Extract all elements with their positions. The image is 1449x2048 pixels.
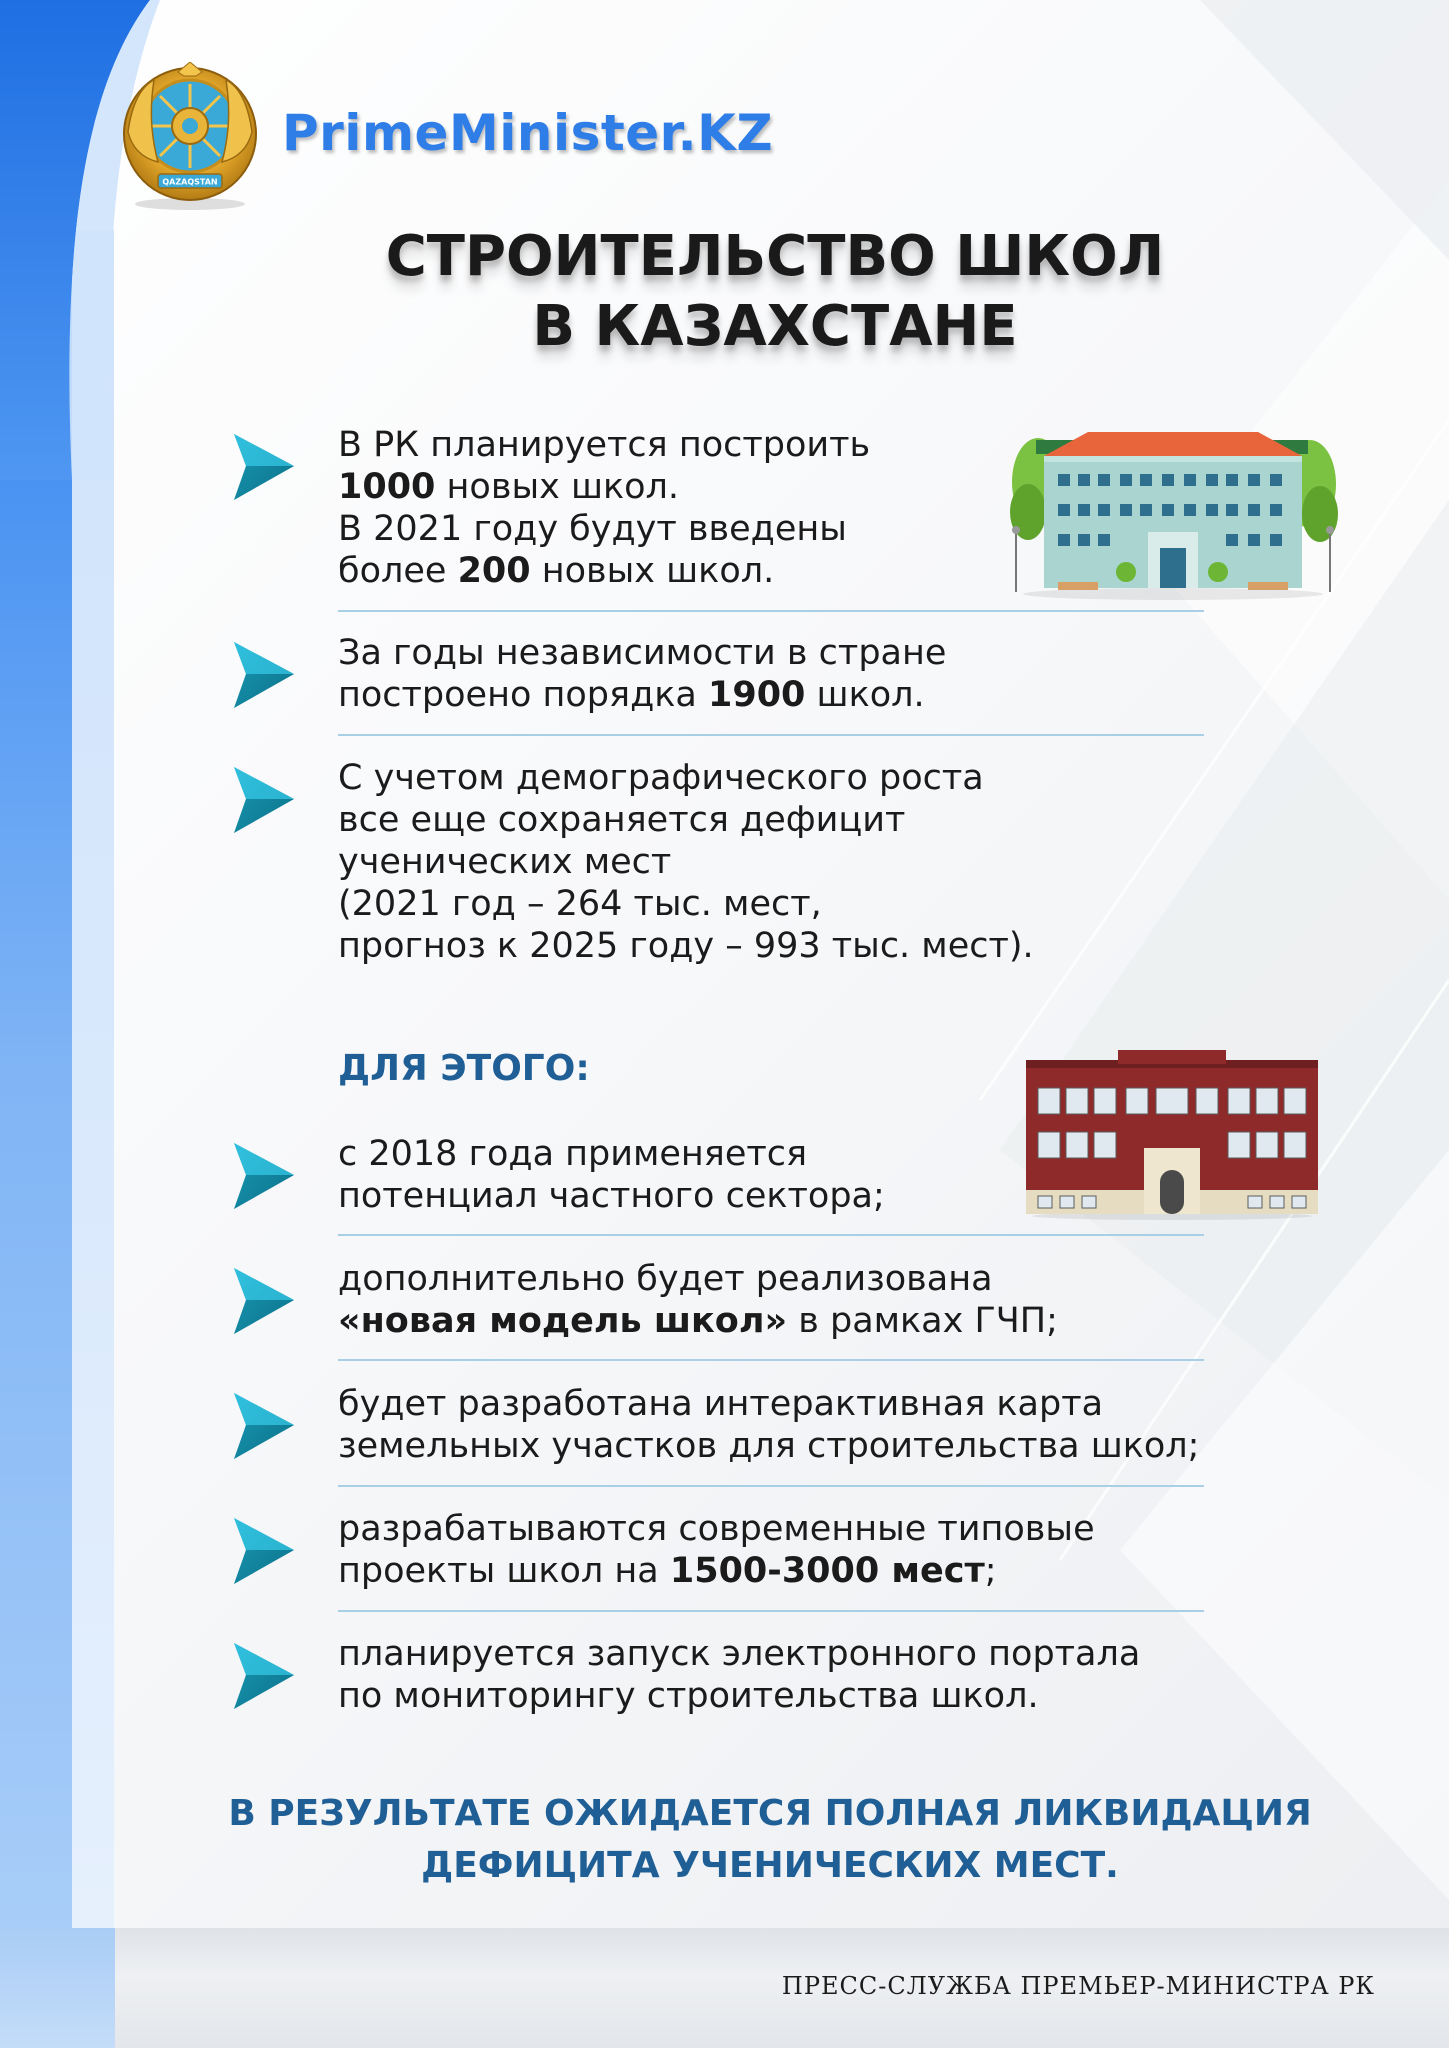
text-line xyxy=(338,841,1034,883)
text-line xyxy=(338,1633,1140,1675)
text-segment: ; xyxy=(984,1551,997,1591)
text-segment: планируется запуск электронного портала xyxy=(338,1634,1141,1674)
conclusion-line1: В РЕЗУЛЬТАТЕ ОЖИДАЕТСЯ ПОЛНАЯ ЛИКВИДАЦИЯ xyxy=(228,1793,1312,1834)
text-segment: в рамках ГЧП; xyxy=(787,1301,1058,1341)
text-segment: новых школ. xyxy=(435,467,680,507)
kazakhstan-emblem-icon xyxy=(120,62,260,212)
footer-left-accent xyxy=(0,1928,115,2048)
text-line xyxy=(338,1425,1199,1467)
teal-arrow-icon xyxy=(232,640,296,710)
conclusion xyxy=(150,1788,1390,1892)
text-line xyxy=(338,508,870,550)
modern-school-building-icon xyxy=(1008,412,1338,602)
text-line xyxy=(338,466,870,508)
teal-arrow-icon xyxy=(232,1641,296,1711)
highlight-text: «новая модель школ» xyxy=(338,1301,788,1341)
text-segment: все еще сохраняется дефицит xyxy=(338,800,906,840)
text-line xyxy=(338,883,1034,925)
site-name: PrimeMinister.KZ xyxy=(282,104,774,162)
highlight-text: 200 xyxy=(457,551,531,591)
text-line xyxy=(338,1508,1095,1550)
teal-arrow-icon xyxy=(232,432,296,502)
text-segment: (2021 год – 264 тыс. мест, xyxy=(338,884,822,924)
highlight-text: 1900 xyxy=(708,675,806,715)
list-item-text xyxy=(338,757,1034,967)
text-segment: За годы независимости в стране xyxy=(338,633,947,673)
list-item-text xyxy=(338,1633,1140,1717)
text-segment: земельных участков для строительства школ; xyxy=(338,1426,1200,1466)
divider xyxy=(338,1485,1204,1487)
teal-arrow-icon xyxy=(232,1391,296,1461)
teal-arrow-icon xyxy=(232,1141,296,1211)
text-segment: С учетом демографического роста xyxy=(338,758,984,798)
brick-school-building-icon xyxy=(1026,1050,1318,1220)
text-line xyxy=(338,424,870,466)
text-segment: ученических мест xyxy=(338,842,672,882)
text-line xyxy=(338,1133,885,1175)
teal-arrow-icon xyxy=(232,1516,296,1586)
text-segment: более xyxy=(338,551,458,591)
divider xyxy=(338,734,1204,736)
text-segment: школ. xyxy=(805,675,925,715)
footer-credit: ПРЕСС-СЛУЖБА ПРЕМЬЕР-МИНИСТРА РК xyxy=(781,1972,1375,2000)
highlight-text: 1500-3000 мест xyxy=(669,1551,985,1591)
text-line xyxy=(338,799,1034,841)
page-title-line2: В КАЗАХСТАНЕ xyxy=(532,294,1018,359)
text-line xyxy=(338,1258,1058,1300)
conclusion-line2: ДЕФИЦИТА УЧЕНИЧЕСКИХ МЕСТ. xyxy=(421,1845,1119,1886)
svg-text:QAZAQSTAN: QAZAQSTAN xyxy=(162,177,218,187)
page-title-line1: СТРОИТЕЛЬСТВО ШКОЛ xyxy=(385,224,1165,289)
list-item-text xyxy=(338,632,946,716)
text-segment: прогноз к 2025 году – 993 тыс. мест). xyxy=(338,926,1034,966)
text-segment: дополнительно будет реализована xyxy=(338,1259,993,1299)
text-segment: с 2018 года применяется xyxy=(338,1134,808,1174)
text-segment: В 2021 году будут введены xyxy=(338,509,847,549)
text-line xyxy=(338,757,1034,799)
divider xyxy=(338,1610,1204,1612)
text-line xyxy=(338,925,1034,967)
page-title xyxy=(300,222,1250,362)
divider xyxy=(338,1234,1204,1236)
list-item-text xyxy=(338,1133,885,1217)
list-item-text xyxy=(338,424,870,592)
list-item-text xyxy=(338,1508,1095,1592)
text-segment: проекты школ на xyxy=(338,1551,670,1591)
text-segment: будет разработана интерактивная карта xyxy=(338,1384,1104,1424)
list-item-text xyxy=(338,1258,1058,1342)
measures-heading: ДЛЯ ЭТОГО: xyxy=(338,1048,590,1089)
divider xyxy=(338,610,1204,612)
highlight-text: 1000 xyxy=(338,467,436,507)
text-segment: потенциал частного сектора; xyxy=(338,1176,885,1216)
text-line xyxy=(338,1383,1199,1425)
left-pale-strip xyxy=(72,230,114,1930)
list-item-text xyxy=(338,1383,1199,1467)
teal-arrow-icon xyxy=(232,1266,296,1336)
text-line xyxy=(338,550,870,592)
text-line xyxy=(338,674,946,716)
text-segment: построено порядка xyxy=(338,675,708,715)
text-line xyxy=(338,1675,1140,1717)
text-line xyxy=(338,632,946,674)
text-line xyxy=(338,1550,1095,1592)
divider xyxy=(338,1359,1204,1361)
text-line xyxy=(338,1300,1058,1342)
text-segment: по мониторингу строительства школ. xyxy=(338,1676,1039,1716)
text-line xyxy=(338,1175,885,1217)
teal-arrow-icon xyxy=(232,765,296,835)
text-segment: В РК планируется построить xyxy=(338,425,871,465)
text-segment: разрабатываются современные типовые xyxy=(338,1509,1095,1549)
text-segment: новых школ. xyxy=(530,551,775,591)
